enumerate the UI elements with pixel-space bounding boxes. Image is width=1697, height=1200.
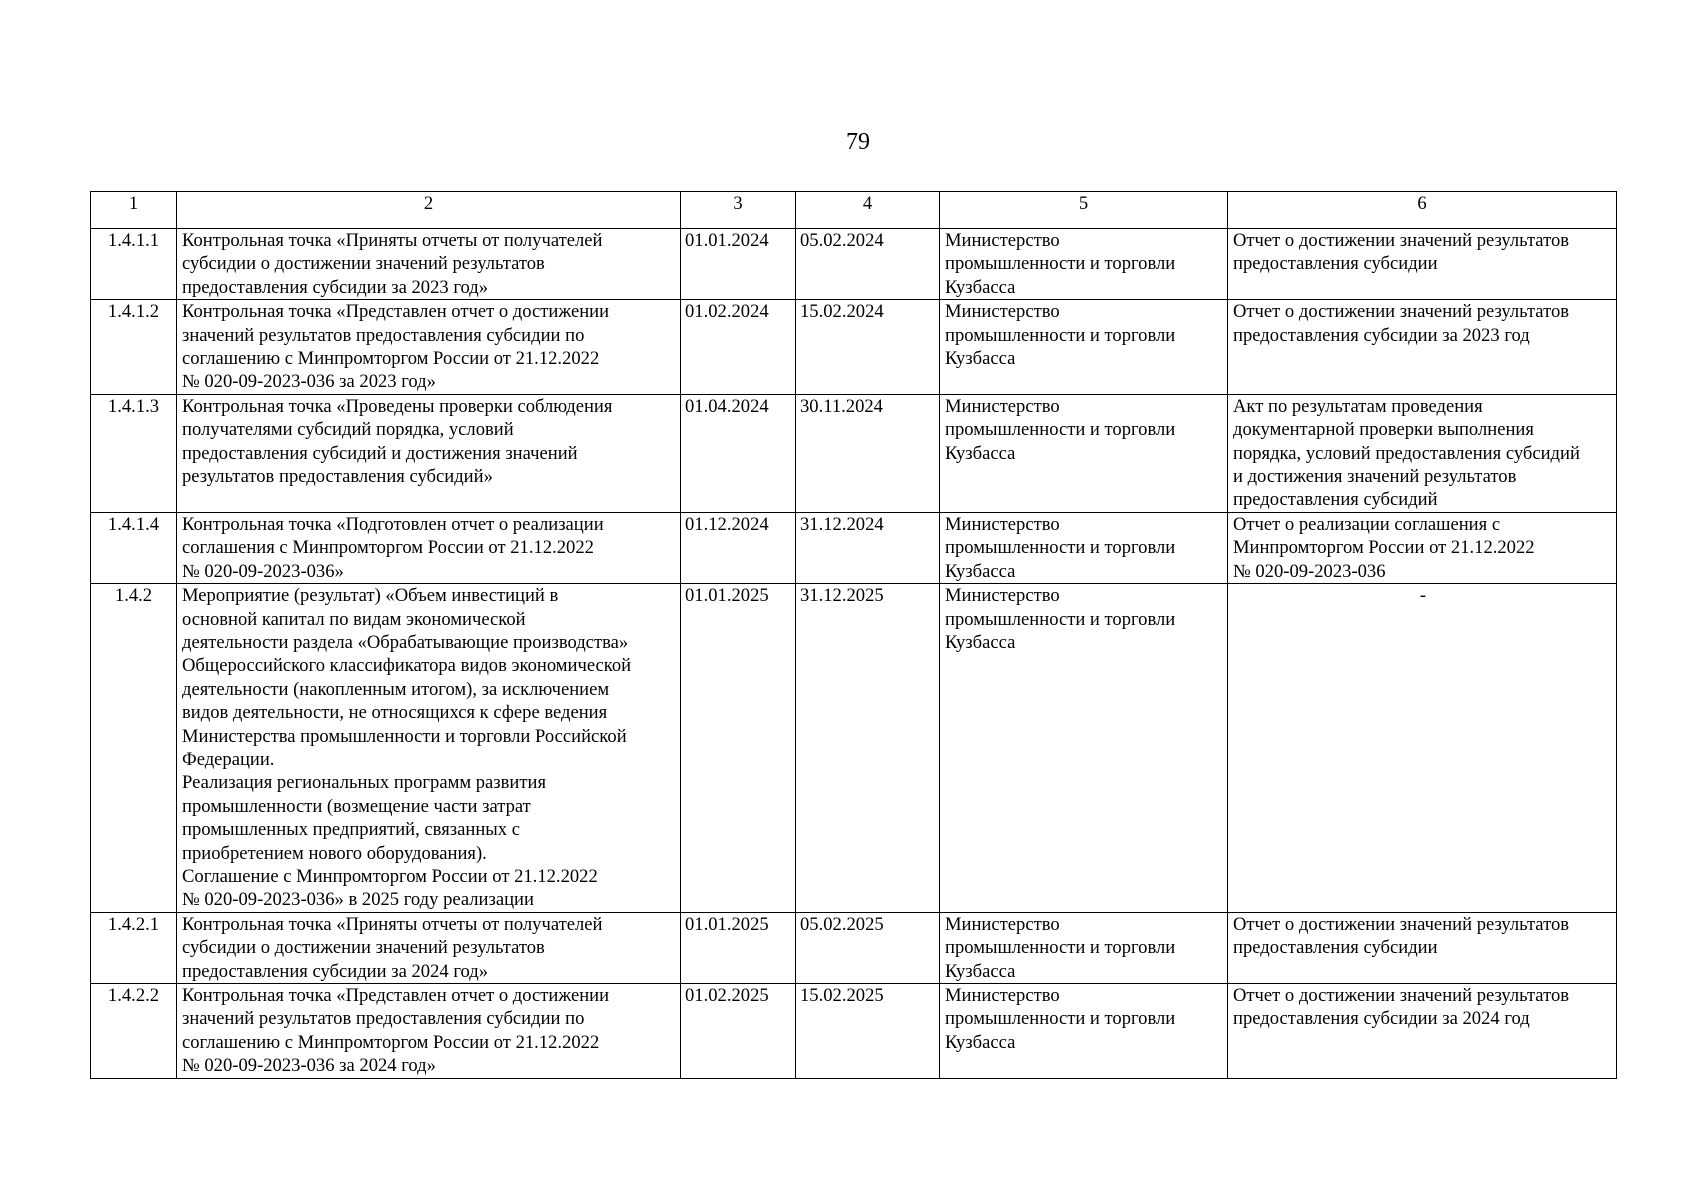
description-line: получателями субсидий порядка, условий: [182, 419, 514, 441]
responsible-executor: [940, 300, 1228, 395]
result-line: документарной проверки выполнения: [1233, 419, 1534, 441]
responsible-executor: [940, 912, 1228, 983]
result-document: [1228, 584, 1617, 913]
result-line: предоставления субсидии: [1233, 937, 1438, 959]
description-line: предоставления субсидий и достижения значений: [182, 442, 578, 464]
result-line: Отчет о достижении значений результатов: [1233, 985, 1570, 1006]
description-line: Общероссийского классификатора видов экономической: [182, 655, 632, 677]
description-line: Контрольная точка «Представлен отчет о достижении: [182, 985, 610, 1006]
table-row: [91, 584, 1617, 913]
end-date: 05.02.2025: [796, 912, 940, 983]
responsible-line: Кузбасса: [945, 560, 1016, 582]
description-line: № 020-09-2023-036»: [182, 560, 344, 582]
responsible-line: промышленности и торговли: [945, 419, 1176, 441]
responsible-line: Кузбасса: [945, 1031, 1016, 1053]
result-document: [1228, 984, 1617, 1079]
item-number: 1.4.1.4: [91, 512, 177, 583]
responsible-line: Министерство: [945, 513, 1060, 535]
responsible-line: Кузбасса: [945, 442, 1016, 464]
description-line: предоставления субсидии за 2024 год»: [182, 960, 488, 982]
item-number: 1.4.1.3: [91, 394, 177, 512]
result-line: Минпромторгом России от 21.12.2022: [1233, 537, 1535, 559]
start-date: 01.01.2024: [681, 229, 796, 300]
end-date: 31.12.2025: [796, 584, 940, 913]
description-line: Соглашение с Минпромторгом России от 21.12.2022: [182, 865, 598, 887]
table-row: [91, 300, 1617, 395]
table-row: [91, 912, 1617, 983]
result-line: Отчет о реализации соглашения с: [1233, 513, 1501, 535]
responsible-line: Министерство: [945, 301, 1060, 323]
item-number: 1.4.2: [91, 584, 177, 913]
responsible-line: промышленности и торговли: [945, 937, 1176, 959]
description-line: Федерации.: [182, 748, 275, 770]
responsible-line: Министерство: [945, 985, 1060, 1006]
description-line: промышленности (возмещение части затрат: [182, 795, 531, 817]
description-line: субсидии о достижении значений результатов: [182, 253, 545, 275]
item-description: [177, 394, 681, 512]
description-line: Контрольная точка «Представлен отчет о достижении: [182, 301, 610, 323]
description-line: Министерства промышленности и торговли Российской: [182, 725, 627, 747]
result-document: [1228, 512, 1617, 583]
start-date: 01.01.2025: [681, 912, 796, 983]
responsible-line: Министерство: [945, 230, 1060, 251]
start-date: 01.01.2025: [681, 584, 796, 913]
end-date: 15.02.2025: [796, 984, 940, 1079]
responsible-line: Кузбасса: [945, 276, 1016, 298]
description-line: Контрольная точка «Приняты отчеты от получателей: [182, 913, 603, 935]
item-number: 1.4.1.1: [91, 229, 177, 300]
column-header-3: 3: [681, 192, 796, 229]
responsible-line: Министерство: [945, 585, 1060, 607]
description-line: соглашению с Минпромторгом России от 21.12.2022: [182, 1031, 600, 1053]
result-document: [1228, 394, 1617, 512]
responsible-line: промышленности и торговли: [945, 1008, 1176, 1030]
table-row: [91, 512, 1617, 583]
item-description: [177, 912, 681, 983]
description-line: Контрольная точка «Приняты отчеты от получателей: [182, 230, 603, 251]
result-document: [1228, 912, 1617, 983]
result-line: Акт по результатам проведения: [1233, 395, 1483, 417]
description-line: предоставления субсидии за 2023 год»: [182, 276, 488, 298]
description-line: видов деятельности, не относящихся к сфере ведения: [182, 702, 608, 724]
start-date: 01.04.2024: [681, 394, 796, 512]
description-line: № 020-09-2023-036 за 2024 год»: [182, 1055, 436, 1077]
description-line: приобретением нового оборудования).: [182, 842, 487, 864]
description-line: субсидии о достижении значений результатов: [182, 937, 545, 959]
responsible-line: промышленности и торговли: [945, 537, 1176, 559]
description-line: Контрольная точка «Проведены проверки соблюдения: [182, 395, 613, 417]
description-line: Реализация региональных программ развития: [182, 772, 547, 794]
item-number: 1.4.1.2: [91, 300, 177, 395]
description-line: значений результатов предоставления субсидии по: [182, 324, 585, 346]
description-line: промышленных предприятий, связанных с: [182, 819, 520, 841]
item-description: [177, 512, 681, 583]
end-date: 30.11.2024: [796, 394, 940, 512]
description-line: соглашению с Минпромторгом России от 21.12.2022: [182, 348, 600, 370]
result-line: предоставления субсидии: [1233, 253, 1438, 275]
description-line: деятельности раздела «Обрабатывающие производства»: [182, 631, 629, 653]
responsible-executor: [940, 984, 1228, 1079]
result-line: № 020-09-2023-036: [1233, 560, 1386, 582]
responsible-line: Кузбасса: [945, 348, 1016, 370]
item-description: [177, 584, 681, 913]
responsible-executor: [940, 394, 1228, 512]
column-header-4: 4: [796, 192, 940, 229]
table-row: [91, 229, 1617, 300]
responsible-line: промышленности и торговли: [945, 608, 1176, 630]
description-line: соглашения с Минпромторгом России от 21.12.2022: [182, 537, 594, 559]
description-line: Контрольная точка «Подготовлен отчет о реализации: [182, 513, 604, 535]
responsible-line: промышленности и торговли: [945, 324, 1176, 346]
responsible-line: промышленности и торговли: [945, 253, 1176, 275]
responsible-executor: [940, 512, 1228, 583]
start-date: 01.12.2024: [681, 512, 796, 583]
start-date: 01.02.2025: [681, 984, 796, 1079]
result-document: [1228, 229, 1617, 300]
responsible-line: Кузбасса: [945, 960, 1016, 982]
result-line: Отчет о достижении значений результатов: [1233, 913, 1570, 935]
result-line: предоставления субсидий: [1233, 489, 1438, 511]
responsible-line: Министерство: [945, 395, 1060, 417]
column-header-2: 2: [177, 192, 681, 229]
column-number-row: [91, 192, 1617, 229]
responsible-line: Министерство: [945, 913, 1060, 935]
result-document: [1228, 300, 1617, 395]
schedule-table: [90, 191, 1617, 1079]
responsible-executor: [940, 584, 1228, 913]
responsible-line: Кузбасса: [945, 631, 1016, 653]
item-description: [177, 229, 681, 300]
column-header-1: 1: [91, 192, 177, 229]
item-description: [177, 300, 681, 395]
page-number: 79: [846, 129, 870, 155]
end-date: 05.02.2024: [796, 229, 940, 300]
result-line: предоставления субсидии за 2024 год: [1233, 1008, 1530, 1030]
description-line: результатов предоставления субсидий»: [182, 466, 493, 488]
column-header-5: 5: [940, 192, 1228, 229]
result-line: -: [1419, 585, 1427, 607]
description-line: основной капитал по видам экономической: [182, 608, 526, 630]
end-date: 15.02.2024: [796, 300, 940, 395]
result-line: Отчет о достижении значений результатов: [1233, 301, 1570, 323]
description-line: № 020-09-2023-036 за 2023 год»: [182, 371, 436, 393]
result-line: порядка, условий предоставления субсидий: [1233, 442, 1580, 464]
item-number: 1.4.2.1: [91, 912, 177, 983]
responsible-executor: [940, 229, 1228, 300]
table-body: [91, 229, 1617, 1079]
result-line: Отчет о достижении значений результатов: [1233, 230, 1570, 251]
description-line: значений результатов предоставления субсидии по: [182, 1008, 585, 1030]
column-header-6: 6: [1228, 192, 1617, 229]
description-line: Мероприятие (результат) «Объем инвестиций в: [182, 585, 559, 607]
result-line: и достижения значений результатов: [1233, 466, 1517, 488]
table-row: [91, 984, 1617, 1079]
item-description: [177, 984, 681, 1079]
start-date: 01.02.2024: [681, 300, 796, 395]
table-row: [91, 394, 1617, 512]
end-date: 31.12.2024: [796, 512, 940, 583]
description-line: № 020-09-2023-036» в 2025 году реализации: [182, 889, 534, 911]
result-line: предоставления субсидии за 2023 год: [1233, 324, 1530, 346]
description-line: деятельности (накопленным итогом), за исключением: [182, 678, 610, 700]
item-number: 1.4.2.2: [91, 984, 177, 1079]
